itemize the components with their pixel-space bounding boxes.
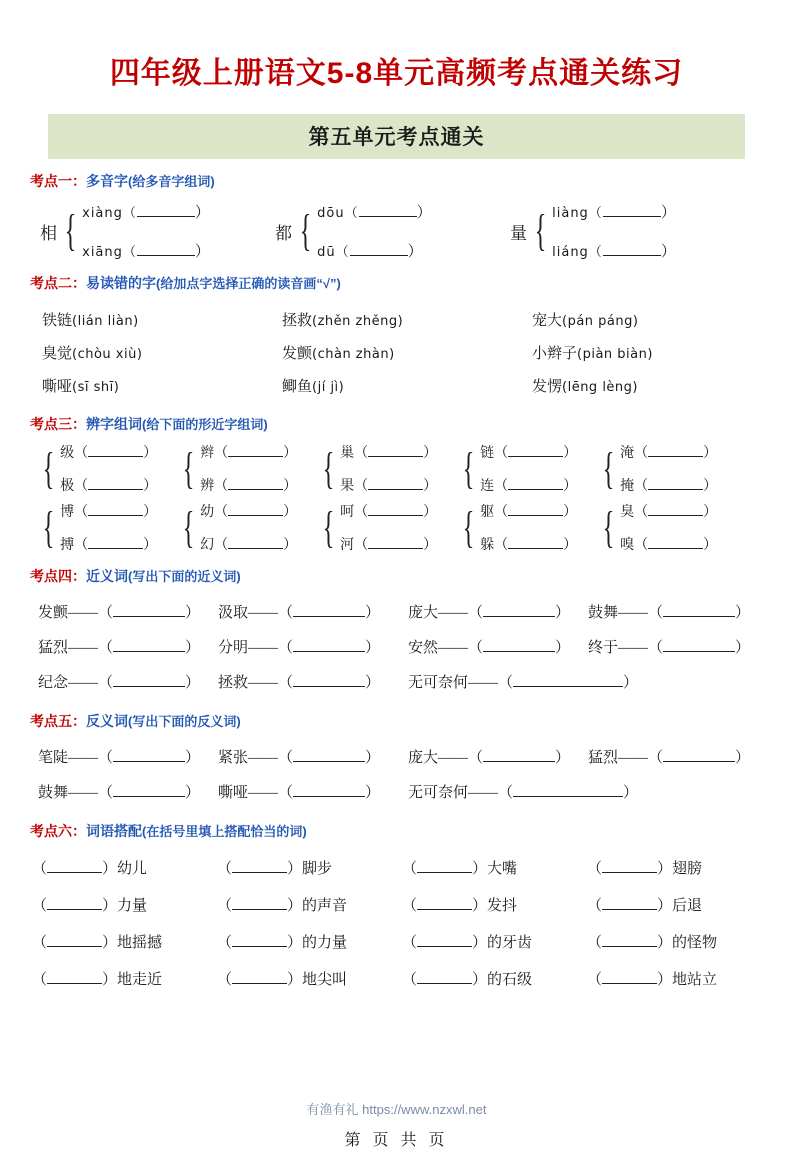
synonym-cell: 鼓舞——（ ） [588, 605, 751, 621]
kaodian-title-2: 易读错的字 [86, 275, 156, 291]
pinyin-cell: 发颤(chàn zhàn) [282, 346, 395, 362]
bianzi-group [178, 442, 318, 495]
bianzi-line: 链（ ） [480, 442, 577, 462]
brace-icon: { [602, 443, 615, 493]
synonym-cell: 拯救——（ ） [218, 675, 381, 691]
bianzi-line: 淹（ ） [620, 442, 717, 462]
table-row [32, 886, 762, 923]
collocation-cell: （ ）的力量 [217, 935, 348, 951]
collocation-cell: （ ）地站立 [587, 972, 718, 988]
kaodian-note-1: (给多音字组词) [128, 174, 215, 189]
kaodian-label-1: 考点一： [30, 173, 86, 189]
kaodian-heading-1 [30, 171, 793, 191]
kaodian-note-4: (写出下面的近义词) [128, 569, 241, 584]
collocation-cell: （ ）发抖 [402, 898, 518, 914]
bianzi-group [178, 501, 318, 554]
pinyin-cell: 铁链(lián liàn) [42, 313, 139, 329]
collocation-cell: （ ）的怪物 [587, 935, 718, 951]
brace-icon: { [322, 502, 335, 552]
antonym-cell: 笔陡——（ ） [38, 750, 201, 766]
collocation-cell: （ ）地尖叫 [217, 972, 348, 988]
bianzi-group [458, 501, 598, 554]
antonym-cell: 嘶哑——（ ） [218, 785, 381, 801]
kaodian-note-2: (给加点字选择正确的读音画“√”) [156, 276, 341, 291]
synonym-cell: 无可奈何——（ ） [408, 675, 639, 691]
synonym-cell: 庞大——（ ） [408, 605, 571, 621]
table-row [42, 369, 742, 402]
pinyin-cell: 鲫鱼(jí jì) [282, 379, 345, 395]
kaodian-title-1: 多音字 [86, 173, 128, 189]
polyphone-line: liáng（ ） [552, 244, 677, 260]
pinyin-cell: 嘶哑(sī shī) [42, 379, 120, 395]
kaodian-label-4: 考点四： [30, 568, 86, 584]
synonym-cell: 纪念——（ ） [38, 675, 201, 691]
synonym-cell: 安然——（ ） [408, 640, 571, 656]
collocation-cell: （ ）力量 [32, 898, 148, 914]
brace-icon: { [182, 502, 195, 552]
synonym-table [38, 594, 758, 699]
kaodian-label-5: 考点五： [30, 713, 86, 729]
pinyin-cell: 拯救(zhěn zhěng) [282, 313, 404, 329]
polyphone-line: liàng（ ） [552, 205, 677, 221]
kaodian-label-6: 考点六： [30, 823, 86, 839]
table-row [32, 849, 762, 886]
kaodian-title-6: 词语搭配 [86, 823, 142, 839]
bianzi-group [598, 442, 738, 495]
collocation-cell: （ ）翅膀 [587, 861, 703, 877]
synonym-cell: 发颤——（ ） [38, 605, 201, 621]
table-row [32, 960, 762, 997]
polyphone-line: xiàng（ ） [82, 205, 211, 221]
bianzi-group [38, 442, 178, 495]
synonym-cell: 猛烈——（ ） [38, 640, 201, 656]
kaodian-heading-6 [30, 821, 793, 841]
table-row [38, 629, 758, 664]
polyphone-line: dū（ ） [317, 244, 424, 260]
bianzi-line: 呵（ ） [340, 501, 437, 521]
bianzi-group [38, 501, 178, 554]
kaodian-heading-4 [30, 566, 793, 586]
polyphone-char: 都 [275, 223, 292, 243]
kaodian-note-5: (写出下面的反义词) [128, 714, 241, 729]
synonym-cell: 汲取——（ ） [218, 605, 381, 621]
worksheet-page [0, 48, 793, 1170]
table-row [38, 664, 758, 699]
collocation-cell: （ ）地走近 [32, 972, 163, 988]
kaodian-title-5: 反义词 [86, 713, 128, 729]
brace-icon: { [299, 206, 312, 255]
pinyin-table [42, 303, 742, 402]
bianzi-line: 级（ ） [60, 442, 157, 462]
collocation-cell: （ ）脚步 [217, 861, 333, 877]
table-row [38, 774, 758, 809]
brace-icon: { [462, 443, 475, 493]
synonym-cell: 分明——（ ） [218, 640, 381, 656]
bianzi-line: 幻（ ） [200, 534, 297, 554]
bianzi-line: 博（ ） [60, 501, 157, 521]
kaodian-heading-2 [30, 273, 793, 293]
antonym-cell: 紧张——（ ） [218, 750, 381, 766]
polyphone-char: 相 [40, 223, 57, 243]
bianzi-line: 河（ ） [340, 534, 437, 554]
brace-icon: { [64, 206, 77, 255]
table-row [32, 923, 762, 960]
antonym-cell: 无可奈何——（ ） [408, 785, 639, 801]
bianzi-line: 躲（ ） [480, 534, 577, 554]
bianzi-row [38, 501, 793, 554]
brace-icon: { [42, 443, 55, 493]
bianzi-group [458, 442, 598, 495]
table-row [38, 739, 758, 774]
collocation-table [32, 849, 762, 997]
bianzi-line: 躯（ ） [480, 501, 577, 521]
antonym-cell: 庞大——（ ） [408, 750, 571, 766]
bianzi-line: 辨（ ） [200, 475, 297, 495]
bianzi-line: 幼（ ） [200, 501, 297, 521]
collocation-cell: （ ）的牙齿 [402, 935, 533, 951]
kaodian-label-3: 考点三： [30, 416, 86, 432]
pinyin-cell: 发愣(lēng lèng) [532, 379, 638, 395]
collocation-cell: （ ）的声音 [217, 898, 348, 914]
bianzi-group [318, 442, 458, 495]
pinyin-cell: 臭觉(chòu xiù) [42, 346, 143, 362]
collocation-cell: （ ）的石级 [402, 972, 533, 988]
bianzi-line: 巢（ ） [340, 442, 437, 462]
brace-icon: { [602, 502, 615, 552]
section-banner: 第五单元考点通关 [48, 114, 745, 159]
brace-icon: { [534, 206, 547, 255]
bianzi-wrap [38, 442, 793, 554]
table-row [38, 594, 758, 629]
table-row [42, 336, 742, 369]
page-title: 四年级上册语文5-8单元高频考点通关练习 [109, 57, 684, 90]
bianzi-line: 掩（ ） [620, 475, 717, 495]
collocation-cell: （ ）地摇撼 [32, 935, 163, 951]
footer-watermark: 有渔有礼 https://www.nzxwl.net [306, 1102, 487, 1117]
brace-icon: { [42, 502, 55, 552]
antonym-table [38, 739, 758, 809]
polyphone-group-xiang [40, 201, 275, 261]
kaodian-title-4: 近义词 [86, 568, 128, 584]
pinyin-cell: 小辫子(piàn biàn) [532, 346, 653, 362]
brace-icon: { [462, 502, 475, 552]
polyphone-line: dōu（ ） [317, 205, 433, 221]
bianzi-group [318, 501, 458, 554]
bianzi-group [598, 501, 738, 554]
bianzi-line: 极（ ） [60, 475, 157, 495]
brace-icon: { [322, 443, 335, 493]
polyphone-group-dou [275, 201, 510, 261]
pinyin-cell: 宠大(pán páng) [532, 313, 639, 329]
bianzi-line: 辫（ ） [200, 442, 297, 462]
antonym-cell: 猛烈——（ ） [588, 750, 751, 766]
polyphone-char: 量 [510, 223, 527, 243]
polyphone-line: xiāng（ ） [82, 244, 211, 260]
polyphone-row [40, 201, 793, 261]
brace-icon: { [182, 443, 195, 493]
collocation-cell: （ ）大嘴 [402, 861, 518, 877]
bianzi-line: 搏（ ） [60, 534, 157, 554]
kaodian-note-6: (在括号里填上搭配恰当的词) [142, 824, 307, 839]
collocation-cell: （ ）后退 [587, 898, 703, 914]
table-row [42, 303, 742, 336]
collocation-cell: （ ）幼儿 [32, 861, 148, 877]
synonym-cell: 终于——（ ） [588, 640, 751, 656]
footer-page-number: 第 页 共 页 [344, 1132, 449, 1149]
bianzi-line: 连（ ） [480, 475, 577, 495]
kaodian-title-3: 辨字组词 [86, 416, 142, 432]
bianzi-row [38, 442, 793, 495]
kaodian-heading-3 [30, 414, 793, 434]
antonym-cell: 鼓舞——（ ） [38, 785, 201, 801]
bianzi-line: 果（ ） [340, 475, 437, 495]
kaodian-label-2: 考点二： [30, 275, 86, 291]
polyphone-group-liang [510, 201, 745, 261]
kaodian-heading-5 [30, 711, 793, 731]
bianzi-line: 嗅（ ） [620, 534, 717, 554]
kaodian-note-3: (给下面的形近字组词) [142, 417, 268, 432]
bianzi-line: 臭（ ） [620, 501, 717, 521]
